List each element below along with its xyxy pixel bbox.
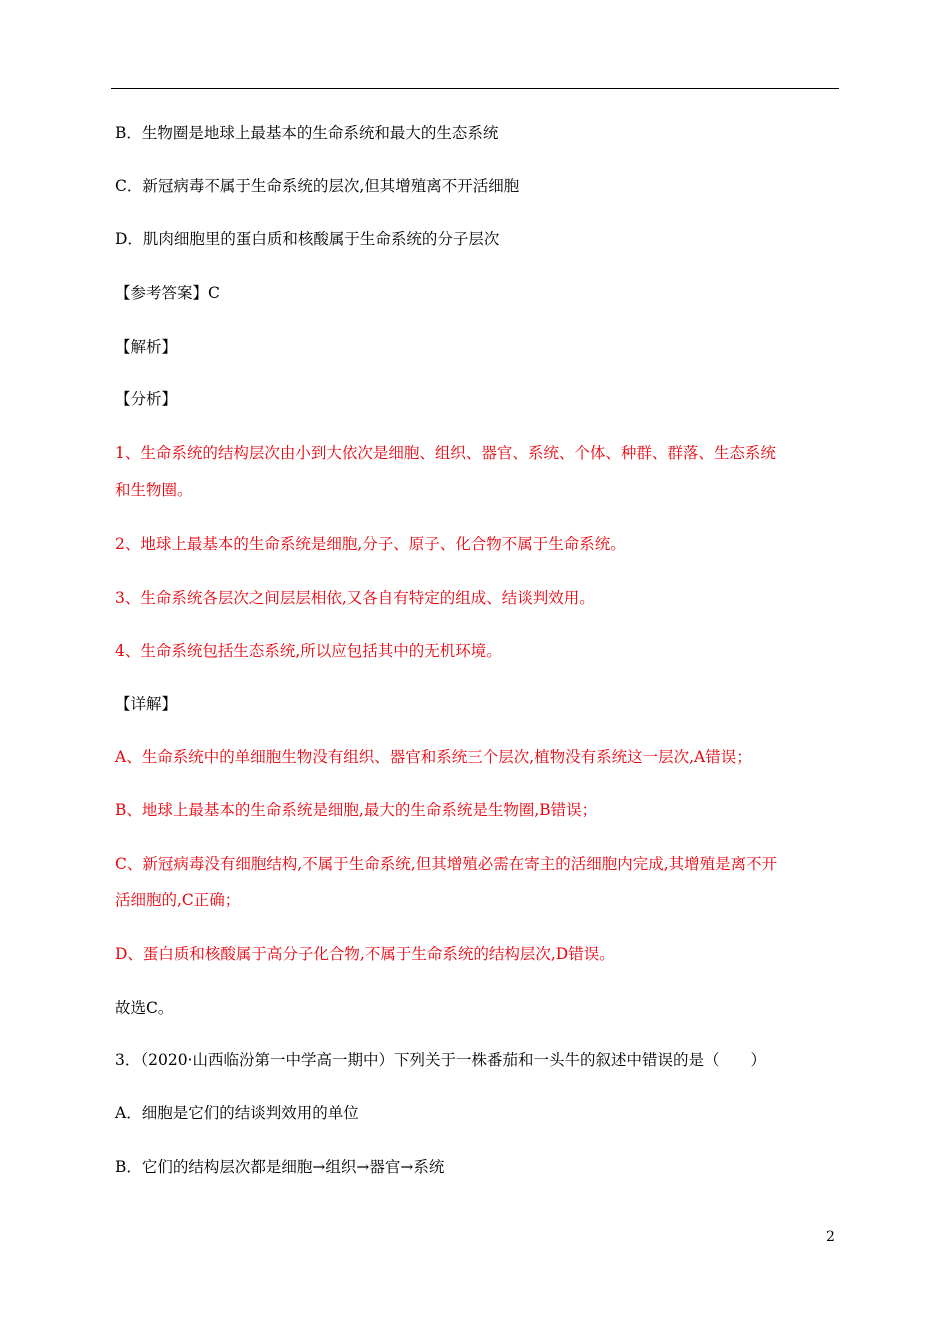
question-3-option-a: A．细胞是它们的结谈判效用的单位 (115, 1104, 359, 1122)
conclusion: 故选C。 (115, 999, 174, 1017)
detail-d: D、蛋白质和核酸属于高分子化合物,不属于生命系统的结构层次,D错误。 (115, 945, 615, 963)
option-b: B．生物圈是地球上最基本的生命系统和最大的生态系统 (115, 124, 499, 142)
question-3-option-b: B．它们的结构层次都是细胞→组织→器官→系统 (115, 1158, 445, 1176)
option-d: D．肌肉细胞里的蛋白质和核酸属于生命系统的分子层次 (115, 230, 500, 248)
explanation-heading: 【解析】 (115, 338, 178, 356)
detail-heading: 【详解】 (115, 695, 178, 713)
detail-a: A、生命系统中的单细胞生物没有组织、器官和系统三个层次,植物没有系统这一层次,A错误； (115, 748, 752, 766)
analysis-point-4: 4、生命系统包括生态系统,所以应包括其中的无机环境。 (115, 642, 502, 660)
page-number: 2 (826, 1229, 835, 1245)
analysis-point-1-line-1: 1、生命系统的结构层次由小到大依次是细胞、组织、器官、系统、个体、种群、群落、生态系统 (115, 444, 776, 462)
analysis-point-3: 3、生命系统各层次之间层层相依,又各自有特定的组成、结谈判效用。 (115, 589, 595, 607)
detail-b: B、地球上最基本的生命系统是细胞,最大的生命系统是生物圈,B错误； (115, 801, 598, 819)
analysis-point-2: 2、地球上最基本的生命系统是细胞,分子、原子、化合物不属于生命系统。 (115, 535, 626, 553)
option-c: C．新冠病毒不属于生命系统的层次,但其增殖离不开活细胞 (115, 177, 520, 195)
header-rule (111, 88, 839, 89)
detail-c-line-1: C、新冠病毒没有细胞结构,不属于生命系统,但其增殖必需在寄主的活细胞内完成,其增殖是离不开 (115, 855, 778, 873)
reference-answer: 【参考答案】C (115, 284, 220, 302)
question-3-stem: 3．（2020·山西临汾第一中学高一期中）下列关于一株番茄和一头牛的叙述中错误的是（ ） (115, 1051, 766, 1069)
analysis-heading: 【分析】 (115, 390, 178, 408)
analysis-point-1-line-2: 和生物圈。 (115, 481, 193, 499)
detail-c-line-2: 活细胞的,C正确； (115, 891, 241, 909)
